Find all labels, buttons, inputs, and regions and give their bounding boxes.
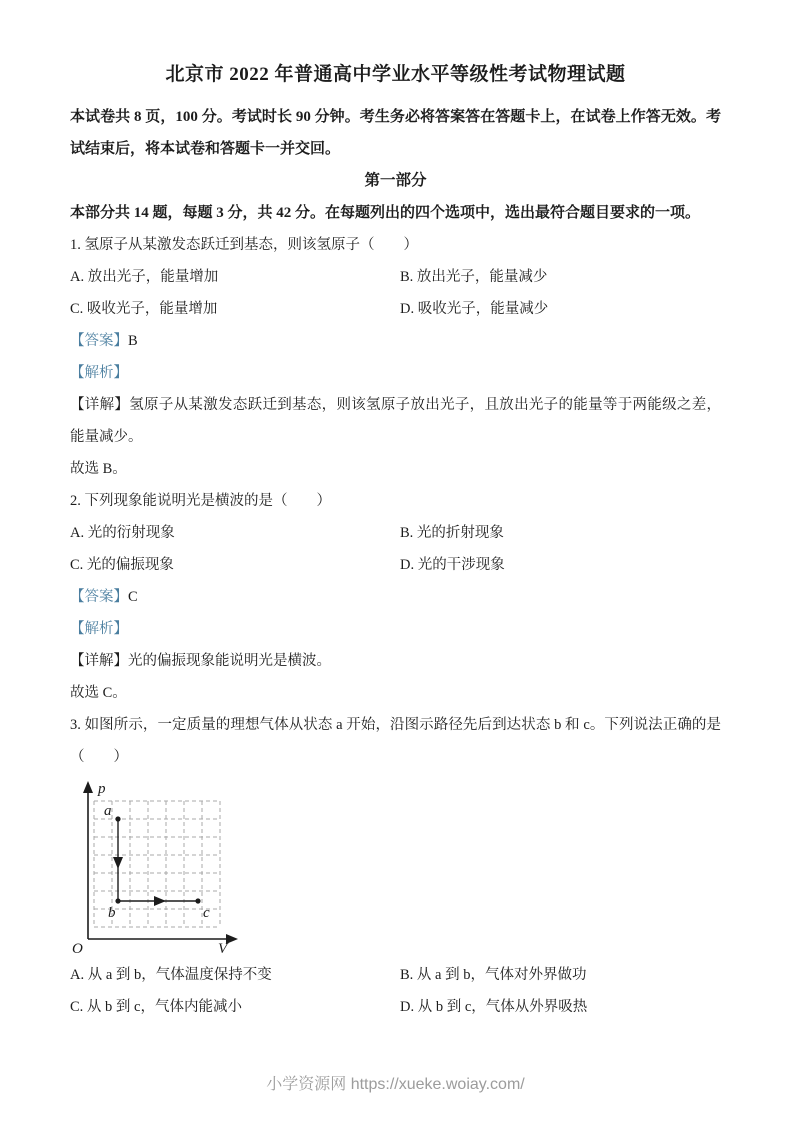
option-c: C. 从 b 到 c，气体内能减小 bbox=[70, 999, 242, 1015]
answer-line bbox=[70, 325, 721, 357]
option-b: B. 放出光子，能量减少 bbox=[400, 269, 548, 285]
option-a: A. 放出光子，能量增加 bbox=[70, 269, 219, 285]
question-3-text: 3. 如图所示，一定质量的理想气体从状态 a 开始，沿图示路径先后到达状态 b 和 c。下列说法正确的是（ ） bbox=[70, 717, 721, 765]
answer-line bbox=[70, 581, 721, 613]
x-axis-arrow-icon bbox=[226, 934, 238, 944]
analysis-marker: 【解析】 bbox=[70, 621, 128, 637]
part-one-heading: 第一部分 bbox=[364, 172, 427, 189]
option-c: C. 吸收光子，能量增加 bbox=[70, 301, 218, 317]
question-2-options bbox=[70, 517, 721, 581]
point-b-label: b bbox=[108, 905, 116, 921]
detail-marker: 【详解】 bbox=[70, 397, 130, 413]
option-b: B. 光的折射现象 bbox=[400, 525, 504, 541]
analysis-line bbox=[70, 357, 721, 389]
detail-marker: 【详解】 bbox=[70, 653, 128, 669]
page-title: 北京市 2022 年普通高中学业水平等级性考试物理试题 bbox=[165, 64, 626, 85]
answer-value: B bbox=[128, 333, 138, 349]
process-path bbox=[113, 816, 201, 906]
analysis-marker: 【解析】 bbox=[70, 365, 128, 381]
y-axis-label: p bbox=[98, 781, 106, 797]
option-d: D. 从 b 到 c，气体从外界吸热 bbox=[400, 999, 588, 1015]
right-arrow-icon bbox=[154, 896, 166, 906]
option-d: D. 吸收光子，能量减少 bbox=[400, 301, 549, 317]
analysis-line bbox=[70, 613, 721, 645]
conclusion-line: 故选 C。 bbox=[70, 685, 127, 701]
question-3-options bbox=[70, 959, 721, 1023]
exam-instructions: 本试卷共 8 页，100 分。考试时长 90 分钟。考生务必将答案答在答题卡上，在试卷上作答无效。考试结束后，将本试卷和答题卡一并交回。 bbox=[70, 109, 721, 157]
point-b bbox=[115, 898, 120, 903]
origin-label: O bbox=[72, 941, 83, 955]
option-c: C. 光的偏振现象 bbox=[70, 557, 174, 573]
conclusion-line: 故选 B。 bbox=[70, 461, 127, 477]
x-axis-label: V bbox=[218, 941, 228, 955]
part-one-instructions: 本部分共 14 题，每题 3 分，共 42 分。在每题列出的四个选项中，选出最符合题目要求的一项。 bbox=[70, 205, 701, 221]
down-arrow-icon bbox=[113, 857, 123, 869]
point-c-label: c bbox=[203, 905, 210, 921]
question-1 bbox=[70, 229, 721, 485]
detail-text: 光的偏振现象能说明光是横波。 bbox=[128, 653, 331, 669]
option-a: A. 从 a 到 b，气体温度保持不变 bbox=[70, 967, 272, 983]
point-c bbox=[195, 898, 200, 903]
answer-marker: 【答案】 bbox=[70, 333, 128, 349]
question-2-text: 2. 下列现象能说明光是横波的是（ ） bbox=[70, 493, 331, 509]
pv-diagram bbox=[70, 779, 250, 955]
question-2 bbox=[70, 485, 721, 709]
pv-diagram-figure bbox=[70, 779, 721, 955]
detail-line bbox=[70, 645, 721, 677]
detail-text: 氢原子从某激发态跃迁到基态，则该氢原子放出光子，且放出光子的能量等于两能级之差，能量减少。 bbox=[70, 397, 722, 445]
option-d: D. 光的干涉现象 bbox=[400, 557, 505, 573]
option-b: B. 从 a 到 b，气体对外界做功 bbox=[400, 967, 587, 983]
question-1-text: 1. 氢原子从某激发态跃迁到基态，则该氢原子（ ） bbox=[70, 237, 418, 253]
y-axis-arrow-icon bbox=[83, 781, 93, 793]
question-3 bbox=[70, 709, 721, 1023]
watermark-footer: 小学资源网 https://xueke.woiay.com/ bbox=[266, 1076, 525, 1093]
answer-value: C bbox=[128, 589, 138, 605]
point-a-label: a bbox=[104, 803, 112, 819]
option-a: A. 光的衍射现象 bbox=[70, 525, 175, 541]
detail-line bbox=[70, 389, 721, 453]
point-a bbox=[115, 816, 120, 821]
question-1-options bbox=[70, 261, 721, 325]
answer-marker: 【答案】 bbox=[70, 589, 128, 605]
